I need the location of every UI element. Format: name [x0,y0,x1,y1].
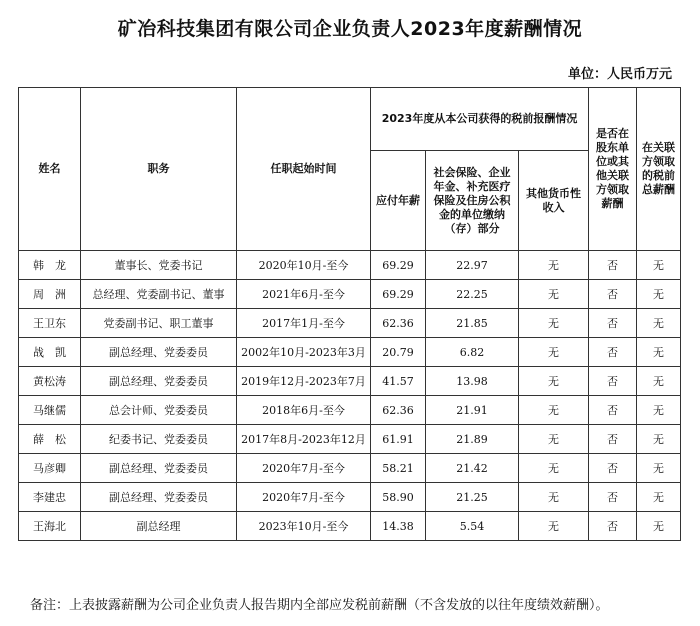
cell-term: 2020年10月-至今 [237,251,371,280]
table-row [19,309,681,338]
header-position: 职务 [81,88,237,251]
header-pretax-group: 2023年度从本公司获得的税前报酬情况 [371,88,589,151]
cell-related: 否 [589,425,637,454]
unit-label: 单位：人民币万元 [567,67,672,82]
cell-salary: 58.21 [371,454,426,483]
cell-related: 否 [589,367,637,396]
cell-related-total: 无 [637,338,681,367]
table-row [19,454,681,483]
cell-related: 否 [589,483,637,512]
cell-name: 薛 松 [19,425,81,454]
cell-term: 2023年10月-至今 [237,512,371,541]
header-term: 任职起始时间 [237,88,371,251]
cell-salary: 69.29 [371,280,426,309]
cell-position: 党委副书记、职工董事 [81,309,237,338]
cell-related: 否 [589,338,637,367]
table-row [19,396,681,425]
cell-related: 否 [589,251,637,280]
table-row [19,483,681,512]
cell-related: 否 [589,454,637,483]
cell-name: 王海北 [19,512,81,541]
header-insurance: 社会保险、企业年金、补充医疗保险及住房公积金的单位缴纳（存）部分 [426,151,519,251]
cell-term: 2017年8月-2023年12月 [237,425,371,454]
cell-salary: 41.57 [371,367,426,396]
cell-other: 无 [519,338,589,367]
cell-term: 2020年7月-至今 [237,483,371,512]
cell-term: 2019年12月-2023年7月 [237,367,371,396]
cell-insurance: 22.25 [426,280,519,309]
cell-related: 否 [589,512,637,541]
cell-related-total: 无 [637,251,681,280]
cell-position: 董事长、党委书记 [81,251,237,280]
cell-position: 副总经理、党委委员 [81,338,237,367]
cell-term: 2017年1月-至今 [237,309,371,338]
cell-insurance: 21.25 [426,483,519,512]
header-name: 姓名 [19,88,81,251]
table-row [19,338,681,367]
cell-name: 马彦卿 [19,454,81,483]
cell-position: 副总经理、党委委员 [81,454,237,483]
cell-salary: 14.38 [371,512,426,541]
cell-position: 副总经理 [81,512,237,541]
cell-position: 总经理、党委副书记、董事 [81,280,237,309]
cell-name: 黄松涛 [19,367,81,396]
cell-name: 韩 龙 [19,251,81,280]
cell-insurance: 21.91 [426,396,519,425]
cell-other: 无 [519,309,589,338]
cell-position: 纪委书记、党委委员 [81,425,237,454]
cell-insurance: 6.82 [426,338,519,367]
cell-name: 王卫东 [19,309,81,338]
table-row [19,367,681,396]
cell-insurance: 13.98 [426,367,519,396]
cell-related: 否 [589,309,637,338]
cell-related-total: 无 [637,396,681,425]
footnote: 备注：上表披露薪酬为公司企业负责人报告期内全部应发税前薪酬（不含发放的以往年度绩效薪酬）。 [30,598,609,613]
cell-related-total: 无 [637,483,681,512]
cell-name: 李建忠 [19,483,81,512]
cell-name: 战 凯 [19,338,81,367]
cell-term: 2018年6月-至今 [237,396,371,425]
cell-related: 否 [589,396,637,425]
cell-position: 副总经理、党委委员 [81,367,237,396]
cell-related-total: 无 [637,280,681,309]
cell-name: 马继儒 [19,396,81,425]
cell-salary: 62.36 [371,309,426,338]
salary-table [18,87,681,541]
cell-insurance: 21.89 [426,425,519,454]
header-related-party: 是否在股东单位或其他关联方领取薪酬 [589,88,637,251]
table-row [19,512,681,541]
cell-related-total: 无 [637,425,681,454]
cell-other: 无 [519,367,589,396]
table-row [19,280,681,309]
cell-related-total: 无 [637,454,681,483]
header-other-income: 其他货币性收入 [519,151,589,251]
cell-other: 无 [519,280,589,309]
cell-salary: 20.79 [371,338,426,367]
cell-salary: 69.29 [371,251,426,280]
cell-term: 2002年10月-2023年3月 [237,338,371,367]
cell-related-total: 无 [637,512,681,541]
table-row [19,425,681,454]
cell-insurance: 21.42 [426,454,519,483]
page-title: 矿冶科技集团有限公司企业负责人2023年度薪酬情况 [117,18,583,40]
cell-position: 总会计师、党委委员 [81,396,237,425]
cell-insurance: 21.85 [426,309,519,338]
cell-position: 副总经理、党委委员 [81,483,237,512]
header-related-total: 在关联方领取的税前总薪酬 [637,88,681,251]
cell-other: 无 [519,454,589,483]
cell-salary: 58.90 [371,483,426,512]
cell-related-total: 无 [637,309,681,338]
cell-name: 周 洲 [19,280,81,309]
cell-related: 否 [589,280,637,309]
cell-other: 无 [519,251,589,280]
cell-other: 无 [519,425,589,454]
cell-other: 无 [519,512,589,541]
cell-term: 2021年6月-至今 [237,280,371,309]
cell-term: 2020年7月-至今 [237,454,371,483]
cell-other: 无 [519,483,589,512]
cell-insurance: 22.97 [426,251,519,280]
table-row [19,251,681,280]
cell-insurance: 5.54 [426,512,519,541]
cell-salary: 61.91 [371,425,426,454]
cell-other: 无 [519,396,589,425]
cell-related-total: 无 [637,367,681,396]
cell-salary: 62.36 [371,396,426,425]
header-salary: 应付年薪 [371,151,426,251]
